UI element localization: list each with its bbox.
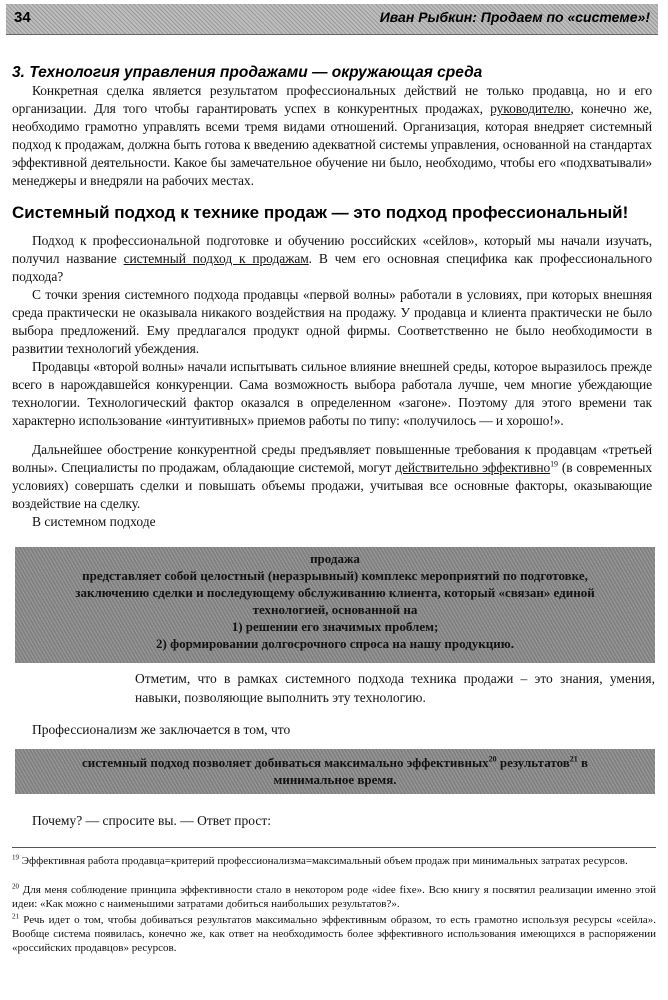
footnote-text: Для меня соблюдение принципа эффективности стало в некотором роде «idee fixe». Всю книгу я посвятил реализации именно этой идеи: «Как можно с наименьшими затратами добиться наибольших результатов?». xyxy=(12,884,656,910)
third-wave-text-1: Дальнейшее обострение конкурентной среды предъявляет повышенные требования к продавцам «третьей волны». Специалисты по продажам, обладающие системой, могут xyxy=(12,442,652,475)
footnote-text: Эффективная работа продавца=критерий профессионализма=максимальный объем продаж при минимальных затратах ресурсов. xyxy=(19,855,628,867)
principle-text-1: системный подход позволяет добиваться максимально эффективных xyxy=(81,755,489,770)
footnote-ref-21: 21 xyxy=(569,754,578,764)
intro-paragraph xyxy=(12,82,652,190)
principle-line-1 xyxy=(15,754,655,771)
definition-line-3: заключению сделки и последующему обслуживанию клиента, который «связан» единой xyxy=(75,585,595,600)
definition-line-5: 1) решении его значимых проблем; xyxy=(231,619,439,634)
paragraph-third-wave xyxy=(12,441,652,513)
definition-box xyxy=(15,547,655,663)
approach-text-2: . В чем его основная специфика как профессионального подхода? xyxy=(12,251,652,284)
definition-line-6: 2) формировании долгосрочного спроса на нашу продукцию. xyxy=(156,636,514,651)
intro-text-1: Конкретная сделка является результатом профессиональных действий не только продавца, но и его организации. Для того чтобы гарантировать успех в конкурентных продажах, xyxy=(12,83,652,116)
principle-line-2: минимальное время. xyxy=(273,772,397,787)
professionalism-line: Профессионализм же заключается в том, что xyxy=(32,722,291,737)
footnote-21 xyxy=(12,913,656,955)
approach-underlined-term: системный подход к продажам xyxy=(123,251,309,266)
definition-line-1: продажа xyxy=(310,551,360,566)
intro-underlined-term: руководителю xyxy=(490,101,571,116)
footnote-divider xyxy=(12,847,656,848)
third-wave-text-2: (в современных условиях) совершать сделки и повышать объемы продажи, учитывая все основные факторы, оказывающие воздействие на сделку. xyxy=(12,460,652,511)
definition-line-4: технологией, основанной на xyxy=(252,602,418,617)
technique-note: Отметим, что в рамках системного подхода техника продажи – это знания, умения, навыки, позволяющие выполнить эту технологию. xyxy=(135,671,655,705)
definition-line-2: представляет собой целостный (неразрывный) комплекс мероприятий по подготовке, xyxy=(82,568,588,583)
principle-box xyxy=(15,749,655,794)
page-number: 34 xyxy=(14,9,31,26)
footnote-text: Речь идет о том, чтобы добиваться результатов максимально эффективным образом, то есть грамотно используя ресурсы «сейла». Вообще система появилась, конечно же, как ответ на необходимость более эффективного использования имеющихся в распоряжении «российских продавцов» ресурсов. xyxy=(12,914,656,954)
principle-text-3: в xyxy=(577,755,589,770)
lead-in-line: В системном подходе xyxy=(32,514,156,529)
paragraph-second-wave: Продавцы «второй волны» начали испытывать сильное влияние внешней среды, которое выразилось прежде всего в нарождавшейся конкуренции. Сама возможность выбора работала лучше, чем многие убеждающие технологии. Технологический фактор оказался в определенном «загоне». Поэтому для этого времени так характерно использование «интуитивных» приемов работы по типу: «получилось — и хорошо!». xyxy=(12,359,652,428)
why-line: Почему? — спросите вы. — Ответ прост: xyxy=(32,813,271,828)
footnote-number: 19 xyxy=(12,853,19,862)
footnote-19 xyxy=(12,854,656,868)
running-head: Иван Рыбкин: Продаем по «системе»! xyxy=(379,9,650,25)
footnote-ref-19: 19 xyxy=(550,459,558,469)
third-wave-underlined-term: действительно эффективно xyxy=(395,460,551,475)
paragraph-approach xyxy=(12,232,652,286)
approach-text-1: Подход к профессиональной подготовке и обучению российских «сейлов», который мы начали изучать, получил название xyxy=(12,233,652,266)
main-heading: Системный подход к технике продаж — это подход профессиональный! xyxy=(12,203,629,222)
paragraph-first-wave: С точки зрения системного подхода продавцы «первой волны» работали в условиях, при которых внешняя среда практически не оказывала никакого воздействия на продажу. У продавца и клиента практически не было выбора предложений. Ему предлагался продукт одной фирмы. Соответственно не было необходимости в развитии технологий убеждения. xyxy=(12,287,652,356)
principle-text-2: результатов xyxy=(496,755,570,770)
intro-text-2: , конечно же, необходимо грамотно управлять всеми тремя видами отношений. Организация, которая внедряет системный подход к продажам, должна быть готова к введению адекватной системы управления, основанной на стандартах эффективной деятельности. Какое бы замечательное обучение ни было, необходимо, чтобы его «подхватывали» менеджеры и внедряли на рабочих местах. xyxy=(12,101,652,188)
footnote-20 xyxy=(12,883,656,911)
footnote-ref-20: 20 xyxy=(488,754,497,764)
section-heading: 3. Технология управления продажами — окружающая среда xyxy=(12,64,483,81)
footnote-number: 20 xyxy=(12,882,19,891)
footnote-number: 21 xyxy=(12,912,19,921)
page-header xyxy=(6,4,658,35)
